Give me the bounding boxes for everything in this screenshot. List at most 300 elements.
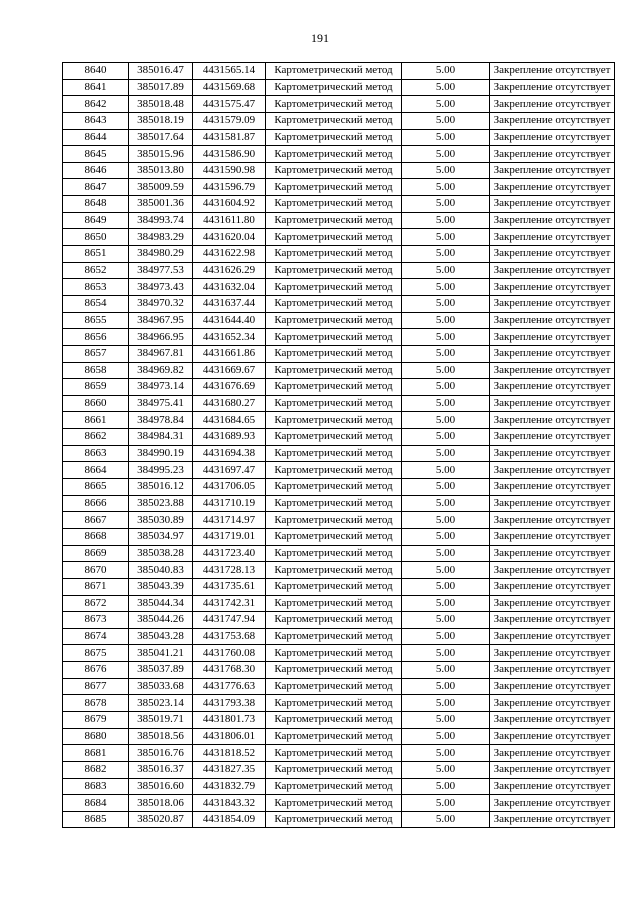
y-coordinate-cell: 4431590.98 <box>193 162 266 179</box>
y-coordinate-cell: 4431632.04 <box>193 279 266 296</box>
fixation-cell: Закрепление отсутствует <box>490 146 615 163</box>
point-number-cell: 8643 <box>63 112 129 129</box>
table-row <box>63 745 615 762</box>
x-coordinate-cell: 384975.41 <box>129 395 193 412</box>
method-cell: Картометрический метод <box>266 96 402 113</box>
point-number-cell: 8680 <box>63 728 129 745</box>
method-cell: Картометрический метод <box>266 728 402 745</box>
y-coordinate-cell: 4431776.63 <box>193 678 266 695</box>
x-coordinate-cell: 385044.34 <box>129 595 193 612</box>
method-cell: Картометрический метод <box>266 179 402 196</box>
error-cell: 5.00 <box>402 246 490 263</box>
method-cell: Картометрический метод <box>266 395 402 412</box>
point-number-cell: 8657 <box>63 345 129 362</box>
error-cell: 5.00 <box>402 811 490 828</box>
x-coordinate-cell: 385023.14 <box>129 695 193 712</box>
fixation-cell: Закрепление отсутствует <box>490 528 615 545</box>
error-cell: 5.00 <box>402 179 490 196</box>
page-number: 191 <box>311 31 329 45</box>
y-coordinate-cell: 4431697.47 <box>193 462 266 479</box>
method-cell: Картометрический метод <box>266 512 402 529</box>
method-cell: Картометрический метод <box>266 595 402 612</box>
method-cell: Картометрический метод <box>266 329 402 346</box>
table-row <box>63 312 615 329</box>
y-coordinate-cell: 4431719.01 <box>193 528 266 545</box>
method-cell: Картометрический метод <box>266 146 402 163</box>
x-coordinate-cell: 384967.95 <box>129 312 193 329</box>
fixation-cell: Закрепление отсутствует <box>490 562 615 579</box>
table-row <box>63 495 615 512</box>
error-cell: 5.00 <box>402 146 490 163</box>
fixation-cell: Закрепление отсутствует <box>490 761 615 778</box>
y-coordinate-cell: 4431827.35 <box>193 761 266 778</box>
fixation-cell: Закрепление отсутствует <box>490 395 615 412</box>
table-row <box>63 512 615 529</box>
error-cell: 5.00 <box>402 63 490 80</box>
error-cell: 5.00 <box>402 795 490 812</box>
table-row <box>63 212 615 229</box>
fixation-cell: Закрепление отсутствует <box>490 179 615 196</box>
fixation-cell: Закрепление отсутствует <box>490 345 615 362</box>
x-coordinate-cell: 384984.31 <box>129 429 193 446</box>
table-row <box>63 645 615 662</box>
point-number-cell: 8660 <box>63 395 129 412</box>
y-coordinate-cell: 4431747.94 <box>193 612 266 629</box>
y-coordinate-cell: 4431706.05 <box>193 479 266 496</box>
point-number-cell: 8640 <box>63 63 129 80</box>
table-row <box>63 695 615 712</box>
method-cell: Картометрический метод <box>266 778 402 795</box>
fixation-cell: Закрепление отсутствует <box>490 662 615 679</box>
method-cell: Картометрический метод <box>266 379 402 396</box>
point-number-cell: 8651 <box>63 246 129 263</box>
method-cell: Картометрический метод <box>266 711 402 728</box>
point-number-cell: 8654 <box>63 295 129 312</box>
point-number-cell: 8648 <box>63 196 129 213</box>
x-coordinate-cell: 385018.48 <box>129 96 193 113</box>
error-cell: 5.00 <box>402 395 490 412</box>
point-number-cell: 8669 <box>63 545 129 562</box>
y-coordinate-cell: 4431694.38 <box>193 445 266 462</box>
table-row <box>63 462 615 479</box>
x-coordinate-cell: 384967.81 <box>129 345 193 362</box>
table-row <box>63 778 615 795</box>
table-row <box>63 379 615 396</box>
fixation-cell: Закрепление отсутствует <box>490 612 615 629</box>
fixation-cell: Закрепление отсутствует <box>490 778 615 795</box>
method-cell: Картометрический метод <box>266 695 402 712</box>
table-row <box>63 562 615 579</box>
y-coordinate-cell: 4431854.09 <box>193 811 266 828</box>
table-row <box>63 711 615 728</box>
fixation-cell: Закрепление отсутствует <box>490 112 615 129</box>
point-number-cell: 8664 <box>63 462 129 479</box>
x-coordinate-cell: 385017.64 <box>129 129 193 146</box>
error-cell: 5.00 <box>402 728 490 745</box>
table-row <box>63 662 615 679</box>
table-row <box>63 345 615 362</box>
x-coordinate-cell: 385043.39 <box>129 578 193 595</box>
x-coordinate-cell: 384970.32 <box>129 295 193 312</box>
table-row <box>63 678 615 695</box>
fixation-cell: Закрепление отсутствует <box>490 295 615 312</box>
x-coordinate-cell: 385001.36 <box>129 196 193 213</box>
method-cell: Картометрический метод <box>266 362 402 379</box>
method-cell: Картометрический метод <box>266 79 402 96</box>
x-coordinate-cell: 384966.95 <box>129 329 193 346</box>
point-number-cell: 8685 <box>63 811 129 828</box>
y-coordinate-cell: 4431569.68 <box>193 79 266 96</box>
x-coordinate-cell: 384973.14 <box>129 379 193 396</box>
error-cell: 5.00 <box>402 628 490 645</box>
fixation-cell: Закрепление отсутствует <box>490 79 615 96</box>
error-cell: 5.00 <box>402 329 490 346</box>
method-cell: Картометрический метод <box>266 479 402 496</box>
y-coordinate-cell: 4431680.27 <box>193 395 266 412</box>
error-cell: 5.00 <box>402 678 490 695</box>
table-row <box>63 395 615 412</box>
x-coordinate-cell: 384973.43 <box>129 279 193 296</box>
error-cell: 5.00 <box>402 761 490 778</box>
fixation-cell: Закрепление отсутствует <box>490 312 615 329</box>
point-number-cell: 8661 <box>63 412 129 429</box>
table-row <box>63 262 615 279</box>
x-coordinate-cell: 385040.83 <box>129 562 193 579</box>
point-number-cell: 8647 <box>63 179 129 196</box>
table-row <box>63 196 615 213</box>
table-row <box>63 429 615 446</box>
x-coordinate-cell: 385018.19 <box>129 112 193 129</box>
error-cell: 5.00 <box>402 362 490 379</box>
x-coordinate-cell: 385016.12 <box>129 479 193 496</box>
x-coordinate-cell: 385017.89 <box>129 79 193 96</box>
x-coordinate-cell: 385018.56 <box>129 728 193 745</box>
y-coordinate-cell: 4431661.86 <box>193 345 266 362</box>
method-cell: Картометрический метод <box>266 212 402 229</box>
y-coordinate-cell: 4431604.92 <box>193 196 266 213</box>
table-row <box>63 162 615 179</box>
fixation-cell: Закрепление отсутствует <box>490 795 615 812</box>
point-number-cell: 8684 <box>63 795 129 812</box>
fixation-cell: Закрепление отсутствует <box>490 512 615 529</box>
x-coordinate-cell: 385009.59 <box>129 179 193 196</box>
method-cell: Картометрический метод <box>266 112 402 129</box>
method-cell: Картометрический метод <box>266 528 402 545</box>
method-cell: Картометрический метод <box>266 795 402 812</box>
method-cell: Картометрический метод <box>266 295 402 312</box>
point-number-cell: 8663 <box>63 445 129 462</box>
point-number-cell: 8673 <box>63 612 129 629</box>
point-number-cell: 8658 <box>63 362 129 379</box>
fixation-cell: Закрепление отсутствует <box>490 412 615 429</box>
x-coordinate-cell: 384980.29 <box>129 246 193 263</box>
fixation-cell: Закрепление отсутствует <box>490 129 615 146</box>
fixation-cell: Закрепление отсутствует <box>490 279 615 296</box>
error-cell: 5.00 <box>402 578 490 595</box>
point-number-cell: 8671 <box>63 578 129 595</box>
error-cell: 5.00 <box>402 112 490 129</box>
error-cell: 5.00 <box>402 129 490 146</box>
error-cell: 5.00 <box>402 96 490 113</box>
y-coordinate-cell: 4431760.08 <box>193 645 266 662</box>
fixation-cell: Закрепление отсутствует <box>490 379 615 396</box>
y-coordinate-cell: 4431586.90 <box>193 146 266 163</box>
table-row <box>63 578 615 595</box>
point-number-cell: 8645 <box>63 146 129 163</box>
method-cell: Картометрический метод <box>266 445 402 462</box>
error-cell: 5.00 <box>402 379 490 396</box>
fixation-cell: Закрепление отсутствует <box>490 329 615 346</box>
fixation-cell: Закрепление отсутствует <box>490 479 615 496</box>
table-row <box>63 96 615 113</box>
method-cell: Картометрический метод <box>266 345 402 362</box>
x-coordinate-cell: 385038.28 <box>129 545 193 562</box>
point-number-cell: 8679 <box>63 711 129 728</box>
method-cell: Картометрический метод <box>266 545 402 562</box>
y-coordinate-cell: 4431622.98 <box>193 246 266 263</box>
point-number-cell: 8641 <box>63 79 129 96</box>
table-row <box>63 246 615 263</box>
y-coordinate-cell: 4431676.69 <box>193 379 266 396</box>
y-coordinate-cell: 4431652.34 <box>193 329 266 346</box>
method-cell: Картометрический метод <box>266 462 402 479</box>
table-row <box>63 63 615 80</box>
method-cell: Картометрический метод <box>266 811 402 828</box>
x-coordinate-cell: 385043.28 <box>129 628 193 645</box>
error-cell: 5.00 <box>402 212 490 229</box>
y-coordinate-cell: 4431565.14 <box>193 63 266 80</box>
point-number-cell: 8682 <box>63 761 129 778</box>
y-coordinate-cell: 4431710.19 <box>193 495 266 512</box>
x-coordinate-cell: 384983.29 <box>129 229 193 246</box>
error-cell: 5.00 <box>402 512 490 529</box>
point-number-cell: 8674 <box>63 628 129 645</box>
method-cell: Картометрический метод <box>266 129 402 146</box>
x-coordinate-cell: 385016.76 <box>129 745 193 762</box>
table-row <box>63 528 615 545</box>
point-number-cell: 8675 <box>63 645 129 662</box>
table-row <box>63 146 615 163</box>
point-number-cell: 8681 <box>63 745 129 762</box>
table-row <box>63 761 615 778</box>
y-coordinate-cell: 4431644.40 <box>193 312 266 329</box>
fixation-cell: Закрепление отсутствует <box>490 246 615 263</box>
table-row <box>63 795 615 812</box>
fixation-cell: Закрепление отсутствует <box>490 162 615 179</box>
error-cell: 5.00 <box>402 745 490 762</box>
table-row <box>63 728 615 745</box>
method-cell: Картометрический метод <box>266 63 402 80</box>
point-number-cell: 8666 <box>63 495 129 512</box>
error-cell: 5.00 <box>402 545 490 562</box>
point-number-cell: 8649 <box>63 212 129 229</box>
x-coordinate-cell: 385044.26 <box>129 612 193 629</box>
y-coordinate-cell: 4431714.97 <box>193 512 266 529</box>
error-cell: 5.00 <box>402 595 490 612</box>
y-coordinate-cell: 4431723.40 <box>193 545 266 562</box>
point-number-cell: 8659 <box>63 379 129 396</box>
x-coordinate-cell: 384995.23 <box>129 462 193 479</box>
fixation-cell: Закрепление отсутствует <box>490 229 615 246</box>
table-row <box>63 811 615 828</box>
x-coordinate-cell: 384978.84 <box>129 412 193 429</box>
table-row <box>63 129 615 146</box>
table-row <box>63 112 615 129</box>
point-number-cell: 8652 <box>63 262 129 279</box>
fixation-cell: Закрепление отсутствует <box>490 745 615 762</box>
y-coordinate-cell: 4431581.87 <box>193 129 266 146</box>
point-number-cell: 8670 <box>63 562 129 579</box>
method-cell: Картометрический метод <box>266 612 402 629</box>
fixation-cell: Закрепление отсутствует <box>490 495 615 512</box>
error-cell: 5.00 <box>402 412 490 429</box>
fixation-cell: Закрепление отсутствует <box>490 462 615 479</box>
method-cell: Картометрический метод <box>266 761 402 778</box>
y-coordinate-cell: 4431596.79 <box>193 179 266 196</box>
error-cell: 5.00 <box>402 279 490 296</box>
error-cell: 5.00 <box>402 778 490 795</box>
table-row <box>63 229 615 246</box>
method-cell: Картометрический метод <box>266 662 402 679</box>
x-coordinate-cell: 385037.89 <box>129 662 193 679</box>
table-row <box>63 362 615 379</box>
point-number-cell: 8677 <box>63 678 129 695</box>
x-coordinate-cell: 385041.21 <box>129 645 193 662</box>
fixation-cell: Закрепление отсутствует <box>490 578 615 595</box>
y-coordinate-cell: 4431735.61 <box>193 578 266 595</box>
table-row <box>63 628 615 645</box>
fixation-cell: Закрепление отсутствует <box>490 262 615 279</box>
table-row <box>63 329 615 346</box>
y-coordinate-cell: 4431742.31 <box>193 595 266 612</box>
point-number-cell: 8668 <box>63 528 129 545</box>
x-coordinate-cell: 384993.74 <box>129 212 193 229</box>
point-number-cell: 8662 <box>63 429 129 446</box>
method-cell: Картометрический метод <box>266 312 402 329</box>
point-number-cell: 8678 <box>63 695 129 712</box>
point-number-cell: 8642 <box>63 96 129 113</box>
method-cell: Картометрический метод <box>266 229 402 246</box>
fixation-cell: Закрепление отсутствует <box>490 545 615 562</box>
x-coordinate-cell: 385019.71 <box>129 711 193 728</box>
x-coordinate-cell: 385018.06 <box>129 795 193 812</box>
fixation-cell: Закрепление отсутствует <box>490 628 615 645</box>
fixation-cell: Закрепление отсутствует <box>490 811 615 828</box>
point-number-cell: 8644 <box>63 129 129 146</box>
y-coordinate-cell: 4431579.09 <box>193 112 266 129</box>
fixation-cell: Закрепление отсутствует <box>490 63 615 80</box>
table-row <box>63 412 615 429</box>
method-cell: Картометрический метод <box>266 645 402 662</box>
method-cell: Картометрический метод <box>266 745 402 762</box>
table-body <box>63 63 615 828</box>
error-cell: 5.00 <box>402 162 490 179</box>
table-row <box>63 479 615 496</box>
x-coordinate-cell: 385016.47 <box>129 63 193 80</box>
fixation-cell: Закрепление отсутствует <box>490 595 615 612</box>
table-row <box>63 79 615 96</box>
method-cell: Картометрический метод <box>266 678 402 695</box>
error-cell: 5.00 <box>402 645 490 662</box>
error-cell: 5.00 <box>402 79 490 96</box>
error-cell: 5.00 <box>402 495 490 512</box>
point-number-cell: 8650 <box>63 229 129 246</box>
error-cell: 5.00 <box>402 345 490 362</box>
point-number-cell: 8653 <box>63 279 129 296</box>
error-cell: 5.00 <box>402 662 490 679</box>
method-cell: Картометрический метод <box>266 562 402 579</box>
method-cell: Картометрический метод <box>266 262 402 279</box>
method-cell: Картометрический метод <box>266 578 402 595</box>
y-coordinate-cell: 4431575.47 <box>193 96 266 113</box>
error-cell: 5.00 <box>402 612 490 629</box>
error-cell: 5.00 <box>402 711 490 728</box>
x-coordinate-cell: 385016.60 <box>129 778 193 795</box>
table-row <box>63 545 615 562</box>
error-cell: 5.00 <box>402 429 490 446</box>
fixation-cell: Закрепление отсутствует <box>490 212 615 229</box>
x-coordinate-cell: 385034.97 <box>129 528 193 545</box>
coordinates-table <box>62 62 615 828</box>
error-cell: 5.00 <box>402 229 490 246</box>
method-cell: Картометрический метод <box>266 429 402 446</box>
x-coordinate-cell: 385016.37 <box>129 761 193 778</box>
error-cell: 5.00 <box>402 445 490 462</box>
error-cell: 5.00 <box>402 479 490 496</box>
y-coordinate-cell: 4431611.80 <box>193 212 266 229</box>
method-cell: Картометрический метод <box>266 162 402 179</box>
point-number-cell: 8667 <box>63 512 129 529</box>
fixation-cell: Закрепление отсутствует <box>490 96 615 113</box>
method-cell: Картометрический метод <box>266 279 402 296</box>
y-coordinate-cell: 4431626.29 <box>193 262 266 279</box>
x-coordinate-cell: 385030.89 <box>129 512 193 529</box>
method-cell: Картометрический метод <box>266 628 402 645</box>
error-cell: 5.00 <box>402 295 490 312</box>
fixation-cell: Закрепление отсутствует <box>490 362 615 379</box>
error-cell: 5.00 <box>402 528 490 545</box>
x-coordinate-cell: 384977.53 <box>129 262 193 279</box>
point-number-cell: 8672 <box>63 595 129 612</box>
y-coordinate-cell: 4431753.68 <box>193 628 266 645</box>
x-coordinate-cell: 385020.87 <box>129 811 193 828</box>
y-coordinate-cell: 4431689.93 <box>193 429 266 446</box>
y-coordinate-cell: 4431637.44 <box>193 295 266 312</box>
x-coordinate-cell: 385023.88 <box>129 495 193 512</box>
point-number-cell: 8656 <box>63 329 129 346</box>
method-cell: Картометрический метод <box>266 412 402 429</box>
method-cell: Картометрический метод <box>266 495 402 512</box>
fixation-cell: Закрепление отсутствует <box>490 711 615 728</box>
y-coordinate-cell: 4431801.73 <box>193 711 266 728</box>
method-cell: Картометрический метод <box>266 196 402 213</box>
y-coordinate-cell: 4431832.79 <box>193 778 266 795</box>
fixation-cell: Закрепление отсутствует <box>490 678 615 695</box>
error-cell: 5.00 <box>402 262 490 279</box>
fixation-cell: Закрепление отсутствует <box>490 429 615 446</box>
point-number-cell: 8683 <box>63 778 129 795</box>
table-row <box>63 612 615 629</box>
table-row <box>63 595 615 612</box>
fixation-cell: Закрепление отсутствует <box>490 645 615 662</box>
y-coordinate-cell: 4431843.32 <box>193 795 266 812</box>
point-number-cell: 8655 <box>63 312 129 329</box>
y-coordinate-cell: 4431669.67 <box>193 362 266 379</box>
y-coordinate-cell: 4431728.13 <box>193 562 266 579</box>
x-coordinate-cell: 384969.82 <box>129 362 193 379</box>
method-cell: Картометрический метод <box>266 246 402 263</box>
y-coordinate-cell: 4431806.01 <box>193 728 266 745</box>
